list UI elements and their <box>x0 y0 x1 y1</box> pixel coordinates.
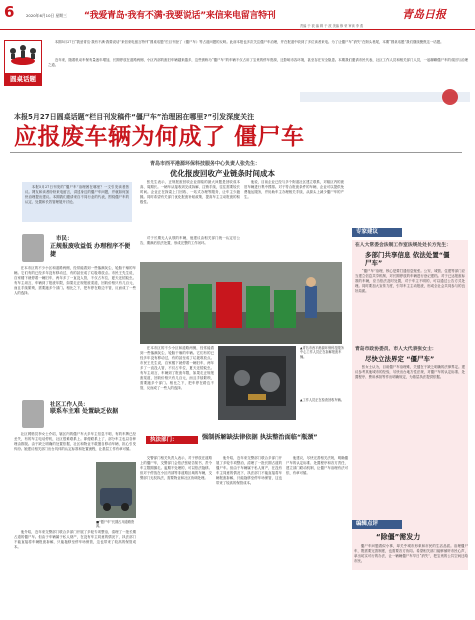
law-tag-label: 执法部门： <box>150 437 178 443</box>
left-body-3 <box>14 530 136 614</box>
top-intro-text: 本期5月27日“我爱青岛·我有不满·我要说话”来信来电留言特刊“圆桌话题”栏目刊登了《僵尸车》等占道问题的反映。此前本报也多次关注僵尸车治理，并在报道中收到了多位读者来电。为了让僵尸车“消失”在街头巷尾，本期“圆桌话题”我们继续聚焦这一话题。 <box>54 40 444 44</box>
date-line: 2020年6月10日 星期三 <box>26 13 67 18</box>
intro-box <box>22 182 132 222</box>
right-body-1 <box>355 269 465 343</box>
center-photo <box>140 262 342 344</box>
banner-illustration <box>300 86 470 108</box>
expert-tag <box>352 228 402 237</box>
right-body-2 <box>355 365 465 423</box>
center-col-2 <box>244 180 344 232</box>
left-photo-caption: ■“僵尸车”长期占用道路资源。 <box>96 520 135 529</box>
right-body-3-text: 僵尸车问题看似小事，却关乎城市形象和市民的生活品质。治理僵尸车，既需要完善制度，也需要各方协同。希望相关部门能够倾听市民心声，拿出切实可行的办法，让一辆辆僵尸车早日“消失”，把宝贵的公共空间还给市民。 <box>354 544 468 563</box>
center-title: 优化报废回收产业链条时间成本 <box>170 169 275 178</box>
right-kicker-2: 青岛市政协委员、市人大代表张女士： <box>355 347 437 352</box>
left-speaker-1: 市民： <box>56 236 73 242</box>
right-body-1-text: “僵尸车”治理，核心是要打通信息壁垒。公安、城管、住建等部门应当建立信息共享机制，对长期停放的车辆进行登记建档。对于已达报废标准的车辆，应当依法及时处置，对于车主不明的，可以通过公告方式处理。同时要加大宣传力度，引导车主主动报废，形成全社会共同参与的良好局面。 <box>355 269 465 293</box>
engine-photo-caption: ▲工作人员正在检查回收车辆。 <box>300 398 344 402</box>
intro-box-text: 本报5月27日刊发的“僵尸车”治理困在哪里？一文引发读者热议。网友和读者纷纷来电留言，讲述身边的僵尸车问题，并就如何加快治理提出建议。本期我们邀请来自不同行业的代表，围绕僵尸车的认定、处置和长效管理展开讨论。 <box>25 185 129 204</box>
center-lower-1 <box>140 346 214 442</box>
left-body-1 <box>14 266 136 394</box>
roundtable-icon <box>5 41 41 73</box>
law-col-3-text: 他建议，尽快完善相关法规，明确僵尸车的认定标准、处置程序和各方责任，建立部门联动机制，让僵尸车治理有法可依、有章可循。 <box>286 456 348 475</box>
right-body-3 <box>354 544 468 614</box>
left-body-2-text: 社区网格员李女士介绍，辖区内的僵尸车大多车主信息不明，有的车牌已经丢失，有的车主电话停机，社区很难联系上。即便联系上了，部分车主也以各种理由推脱。由于缺乏明确的处置依据，社区和物业不敢擅自移动车辆，担心引发纠纷。她建议相关部门出台具体的认定标准和处置流程，让基层工作有章可循。 <box>14 432 136 451</box>
center-col-2-text: 他说，目前企业已经与多个街道社区建立联系，对辖区内的废旧车辆进行集中摸排。对于符合报废条件的车辆，企业可以提供免费拖运服务，并协助车主办理相关手续，从源头上减少僵尸车的产生。 <box>244 180 344 199</box>
edition-info: 责编 于 波 编 辑 于 波 美编 修 荣 审读 李 燕 <box>300 24 364 28</box>
speaker-avatar-2 <box>22 400 44 428</box>
law-headline: 强制拆解缺法律依据 执法整治面临“瓶颈” <box>202 434 318 441</box>
main-title: 应报废车辆为何成了 僵尸车 <box>14 124 305 150</box>
center-lower-1-text: 在本市区的不少小区和道路两侧，经常能看到一些落满灰尘、轮胎干瘪的车辆。它们有的已经多年没有移动过，有的甚至成了垃圾堆放点。市民王先生说，自家楼下就停着一辆旧车，两年多了一直没人管，不仅占车位，夏天还招蚊虫。有车主坦言，车辆到了报废年限，如果走正规报废渠道，回收价格只有几百元，而且手续繁琐，需要跑多个部门。相比之下，把车停在路边不管，反而成了一些人的选择。 <box>140 346 214 390</box>
page-header <box>0 0 475 30</box>
center-photo-caption: ▲青岛市西平港源环保科技服务中心工作人员正在拆解报废车辆。 <box>300 346 344 359</box>
newspaper-logo: 青岛日报 <box>402 8 446 21</box>
center-col-3 <box>140 236 240 264</box>
comment-tag <box>352 520 402 529</box>
law-col-2-text: 他介绍，近年来交警部门联合多部门开展了多轮专项整治，清理了一批长期占道的僵尸车。但由于车辆属于私人财产，在没有车主同意的情况下，执法部门不能直接将车辆报废拆解，只能拖移至停车场保管，这也带来了较高的保管成本。 <box>216 456 282 485</box>
left-body-3-text: 他介绍，近年来交警部门联合多部门开展了多轮专项整治，清理了一批长期占道的僵尸车。但由于车辆属于私人财产，在没有车主同意的情况下，执法部门不能直接将车辆报废拆解，只能拖移至停车场保管，这也带来了较高的保管成本。 <box>14 530 136 549</box>
left-headline-1: 正规报废收益低 办理程序不便捷 <box>50 243 131 258</box>
top-intro <box>48 40 468 56</box>
page-number: 6 <box>4 3 15 21</box>
engine-photo <box>218 346 296 420</box>
center-col-3-text: 对于长期无人认领的车辆，他建议由相关部门统一认定后公告，期满后依法处置，形成完整的工作闭环。 <box>140 236 240 245</box>
law-col-3 <box>286 456 348 614</box>
right-title-3: “除僵”需发力 <box>376 533 421 541</box>
section-badge-label: 圆桌话题 <box>5 73 41 85</box>
law-col-2 <box>216 456 282 614</box>
left-photo <box>96 462 136 518</box>
kicker-line: 本报5月27日圆桌话题“栏目刊发稿件“僵尸车”治理困在哪里?”引发深度关注 <box>14 113 255 121</box>
right-title-2: 尽快立法界定 “僵尸车” <box>365 355 435 363</box>
title-rule <box>10 152 462 153</box>
expert-tag-label: 专家建议 <box>356 229 379 235</box>
header-slogan: “我爱青岛·我有不满·我要说话”来信来电留言特刊 <box>84 11 276 21</box>
left-headline-2: 联系车主难 处置缺乏依据 <box>50 408 119 415</box>
right-body-2-text: 张女士认为，目前僵尸车治理难，关键在于缺乏明确的法律界定。建议参考其他城市的经验，尽快出台地方性法规，对僵尸车的认定标准、处置程序、费用承担等作出明确规定，为基层执法提供依据。 <box>355 365 465 379</box>
left-speaker-2: 社区工作人员： <box>50 402 89 408</box>
section-badge <box>4 40 42 86</box>
law-tag <box>146 436 198 444</box>
law-col-1-text: 交警部门相关负责人表示，对于停放在道路上的僵尸车，交警部门会依法张贴告知书，责令车主限期挪走。逾期不处理的，可以依法拖移。但对于停放在小区内部等非道路区域的车辆，交警部门无权执法，需要物业和社区协调处理。 <box>140 456 212 480</box>
header-rule <box>0 29 475 30</box>
comment-tag-label: 编辑点评 <box>356 521 379 527</box>
right-title-1: 多部门共享信息 依法处置“僵尸车” <box>365 251 450 267</box>
center-col-1 <box>140 180 240 232</box>
right-kicker-1: 在人大常委会法制工作室法规处处长方先生： <box>355 243 451 248</box>
center-kicker: 青岛市西平港源环保科技服务中心负责人张先生： <box>150 161 261 167</box>
law-col-1 <box>140 456 212 614</box>
top-body-text: 近年来，随着机动车保有量逐年增加，长期停放在道路两侧、小区内部的废旧车辆越来越多，这些被称为“僵尸车”的车辆不仅占用了宝贵的停车资源，还影响市容环境，甚至存在安全隐患。本期我们邀请市民代表、社区工作人员和相关部门人员，一起聊聊僵尸车的成因与治理之道。 <box>48 58 468 67</box>
speaker-avatar-1 <box>22 234 44 262</box>
left-body-1-text: 在本市区的不少小区和道路两侧，经常能看到一些落满灰尘、轮胎干瘪的车辆。它们有的已经多年没有移动过，有的甚至成了垃圾堆放点。市民王先生说，自家楼下就停着一辆旧车，两年多了一直没人管，不仅占车位，夏天还招蚊虫。有车主坦言，车辆到了报废年限，如果走正规报废渠道，回收价格只有几百元，而且手续繁琐，需要跑多个部门。相比之下，把车停在路边不管，反而成了一些人的选择。 <box>14 266 136 295</box>
center-col-1-text: 张先生表示，正规报废回收企业面临的最大问题是回收成本高、周期长。一辆车从接收到完成拆解、注销手续，往往需要较长时间。企业正在探索上门回收、一站式办理等服务，让车主少跑腿。同时希望有关部门优化报废补贴政策，提高车主主动报废的积极性。 <box>140 180 240 204</box>
top-body <box>48 58 468 80</box>
